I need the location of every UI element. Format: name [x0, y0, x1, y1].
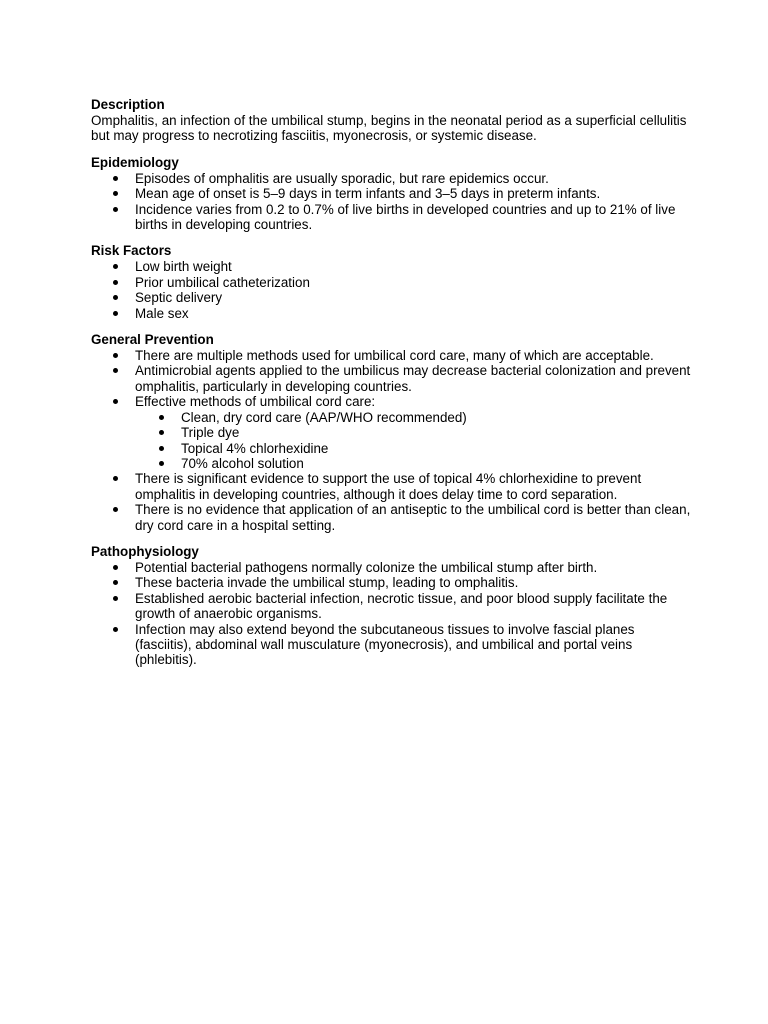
list-item: Male sex [91, 306, 691, 321]
list-item: Incidence varies from 0.2 to 0.7% of live births in developed countries and up to 21% of live births in developing countries. [91, 202, 691, 233]
sub-bullet-list [91, 410, 691, 472]
list-item: Effective methods of umbilical cord care: [91, 394, 691, 409]
bullet-list [91, 560, 691, 668]
list-item: There is no evidence that application of an antiseptic to the umbilical cord is better than clean, dry cord care in a hospital setting. [91, 502, 691, 533]
section-epidemiology [91, 154, 691, 233]
bullet-list [91, 171, 691, 233]
sub-list-item: Clean, dry cord care (AAP/WHO recommended) [135, 410, 691, 425]
section-pathophysiology [91, 543, 691, 668]
sub-list-item: Triple dye [135, 425, 691, 440]
list-item: Infection may also extend beyond the subcutaneous tissues to involve fascial planes (fasciitis), abdominal wall musculature (myonecrosis), and umbilical and portal veins (phlebitis). [91, 622, 691, 668]
bullet-list [91, 348, 691, 410]
section-heading: Description [91, 97, 165, 112]
section-heading: General Prevention [91, 332, 214, 348]
list-item: These bacteria invade the umbilical stump, leading to omphalitis. [91, 575, 691, 590]
list-item: Low birth weight [91, 259, 691, 274]
section-general-prevention [91, 331, 691, 533]
section-risk-factors [91, 242, 691, 321]
list-item: There is significant evidence to support the use of topical 4% chlorhexidine to prevent omphalitis in developing countries, although it does delay time to cord separation. [91, 471, 691, 502]
list-item: Established aerobic bacterial infection, necrotic tissue, and poor blood supply facilitate the growth of anaerobic organisms. [91, 591, 691, 622]
list-item: Episodes of omphalitis are usually sporadic, but rare epidemics occur. [91, 171, 691, 186]
section-heading: Risk Factors [91, 243, 172, 259]
sub-list-item: Topical 4% chlorhexidine [135, 441, 691, 456]
document-body [91, 96, 691, 678]
bullet-list [91, 471, 691, 533]
list-item: Septic delivery [91, 290, 691, 305]
bullet-list [91, 259, 691, 321]
list-item: Prior umbilical catheterization [91, 275, 691, 290]
list-item: Mean age of onset is 5–9 days in term infants and 3–5 days in preterm infants. [91, 186, 691, 201]
list-item: Potential bacterial pathogens normally colonize the umbilical stump after birth. [91, 560, 691, 575]
list-item: There are multiple methods used for umbilical cord care, many of which are acceptable. [91, 348, 691, 363]
list-item: Antimicrobial agents applied to the umbilicus may decrease bacterial colonization and prevent omphalitis, particularly in developing countries. [91, 363, 691, 394]
section-paragraph: Omphalitis, an infection of the umbilical stump, begins in the neonatal period as a superficial cellulitis but may progress to necrotizing fasciitis, myonecrosis, or systemic disease. [91, 113, 687, 144]
section-heading: Pathophysiology [91, 543, 199, 559]
section-description [91, 96, 691, 144]
section-heading: Epidemiology [91, 154, 179, 170]
sub-list-item: 70% alcohol solution [135, 456, 691, 471]
